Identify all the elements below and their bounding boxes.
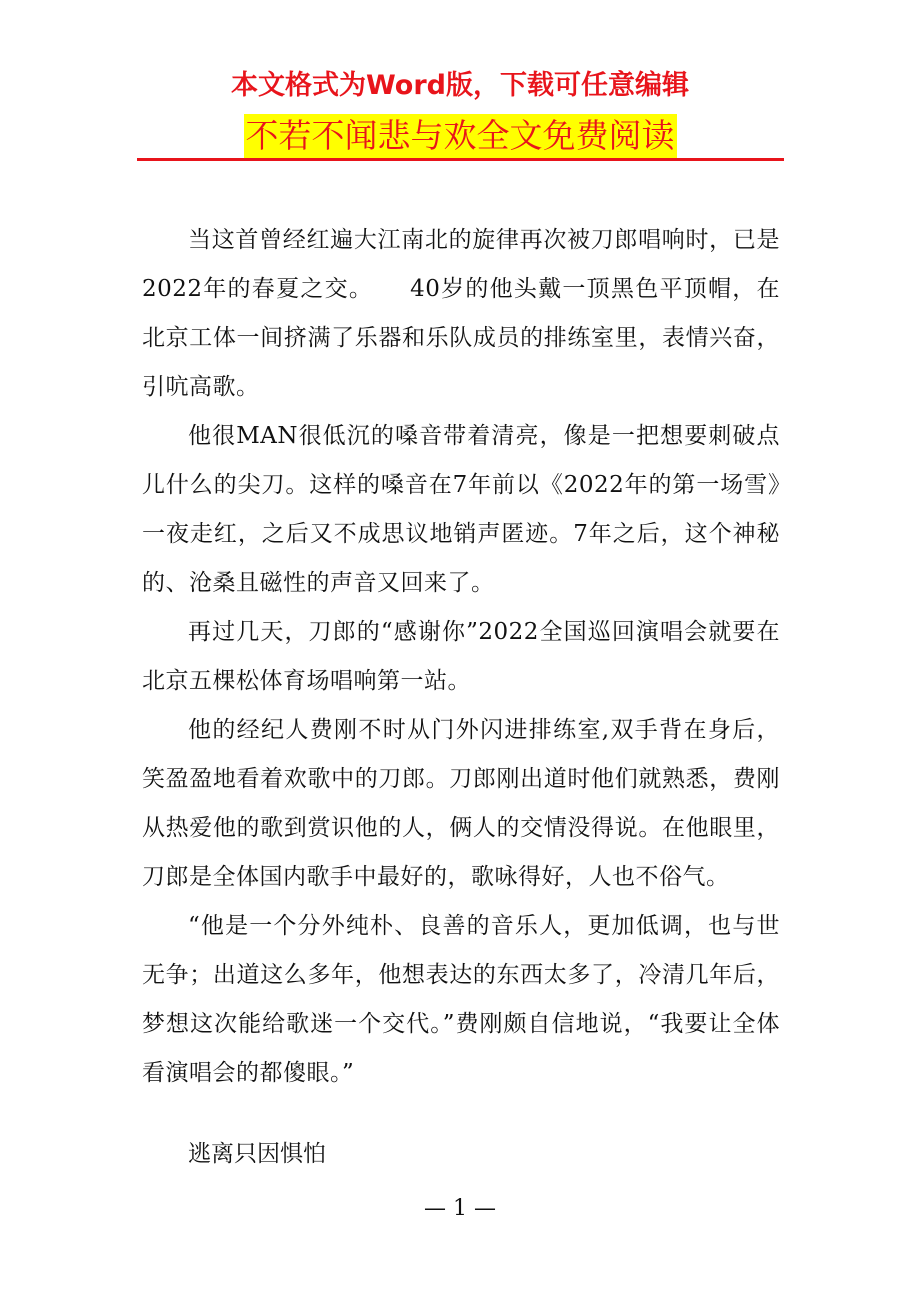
article-body	[142, 216, 780, 1098]
paragraph: 再过几天，刀郎的“感谢你”2022全国巡回演唱会就要在北京五棵松体育场唱响第一站。	[142, 619, 780, 694]
paragraph: “他是一个分外纯朴、良善的音乐人，更加低调，也与世无争；出道这么多年，他想表达的东西太多了，冷清几年后，梦想这次能给歌迷一个交代。”费刚颇自信地说，“我要让全体看演唱会的都傻眼。”	[142, 913, 780, 1086]
promo-header: 本文格式为Word版，下载可任意编辑	[230, 70, 689, 101]
header-divider	[137, 158, 784, 161]
page-number: — 1 —	[424, 1196, 496, 1221]
document-title	[0, 114, 920, 158]
paragraph: 当这首曾经红遍大江南北的旋律再次被刀郎唱响时，已是2022年的春夏之交。 40岁的他头戴一顶黑色平顶帽，在北京工体一间挤满了乐器和乐队成员的排练室里，表情兴奋，引吭高歌。	[142, 227, 780, 400]
section-heading: 逃离只因惧怕	[188, 1141, 326, 1167]
document-title-text: 不若不闻悲与欢全文免费阅读	[244, 114, 677, 158]
paragraph: 他的经纪人费刚不时从门外闪进排练室,双手背在身后，笑盈盈地看着欢歌中的刀郎。刀郎刚出道时他们就熟悉，费刚从热爱他的歌到赏识他的人，俩人的交情没得说。在他眼里，刀郎是全体国内歌手中最好的，歌咏得好，人也不俗气。	[142, 717, 780, 890]
paragraph: 他很MAN很低沉的嗓音带着清亮，像是一把想要刺破点儿什么的尖刀。这样的嗓音在7年前以《2022年的第一场雪》一夜走红，之后又不成思议地销声匿迹。7年之后，这个神秘的、沧桑且磁性的声音又回来了。	[142, 423, 780, 596]
